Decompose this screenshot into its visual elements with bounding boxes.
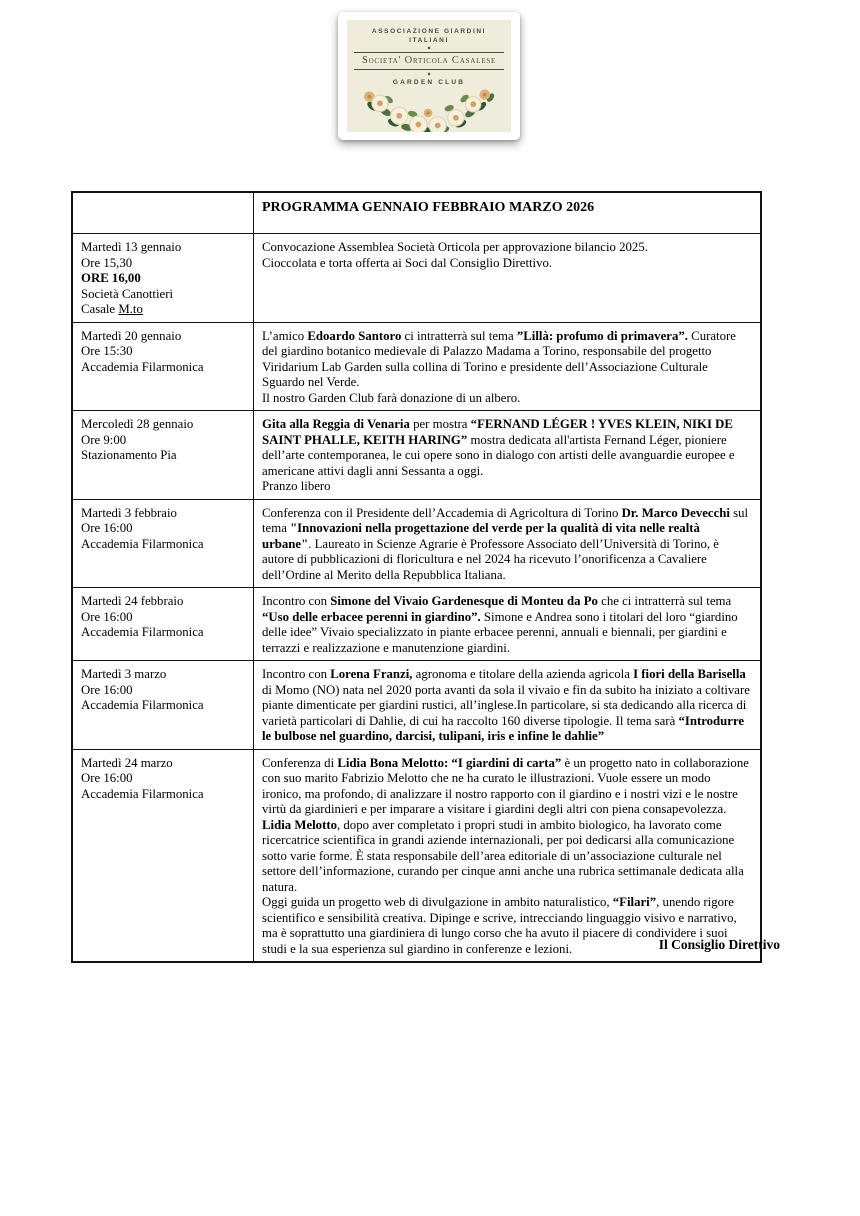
event-description-cell: [254, 749, 762, 962]
logo-card: [338, 12, 520, 140]
event-when-line: [81, 344, 245, 360]
text-segment: Accademia Filarmonica: [81, 625, 204, 639]
text-segment: Gita alla Reggia di Venaria: [262, 417, 410, 431]
event-when-line: [81, 625, 245, 641]
event-description-cell: [254, 234, 762, 323]
event-when-cell: [72, 588, 254, 661]
event-when-line: [81, 360, 245, 376]
event-when-line: [81, 417, 245, 433]
event-when-line: [81, 271, 245, 287]
text-segment: che ci intratterrà sul tema: [597, 594, 732, 608]
text-segment: Pranzo libero: [262, 479, 331, 493]
text-segment: Lidia Melotto: [262, 817, 337, 832]
text-segment: Incontro con: [262, 667, 331, 681]
event-when-cell: [72, 411, 254, 500]
event-when-line: [81, 506, 245, 522]
text-segment: , unendo rigore scientifico e sensibilità creativa. Dipinge e scrive, intrecciando linguaggio visivo e narrativo, ma è soprattutto una giardiniera di lungo corso che ha avuto il piacere di condividere i suoi studi e la sua esperienza sul giardino in conferenze e lezioni.: [262, 895, 737, 956]
event-row: [72, 661, 761, 750]
event-description-paragraph: [262, 391, 752, 407]
event-row: [72, 588, 761, 661]
event-when-line: [81, 433, 245, 449]
event-when-cell: [72, 234, 254, 323]
text-segment: Ore 16:00: [81, 682, 133, 697]
text-segment: “Uso delle erbacee perenni in giardino”.: [262, 609, 481, 624]
text-segment: Dr. Marco Devecchi: [621, 505, 730, 520]
event-when-line: [81, 521, 245, 537]
event-when-line: [81, 698, 245, 714]
text-segment: Società Canottieri: [81, 286, 174, 301]
text-segment: Ore 16:00: [81, 609, 133, 624]
text-segment: , dopo aver completato i propri studi in ambito biologico, ha lavorato come ricercatrice scientifica in grandi aziende internazionali, per poi dedicarsi alla comunicazione sotto varie forme. È stata responsabile dell’area editoriale di un’associazione culturale nel settore dell’informazione, curando per cinque anni anche una rubrica settimanale dedicata alla natura.: [262, 817, 744, 894]
event-row: [72, 234, 761, 323]
text-segment: Casale: [81, 302, 119, 316]
event-description-paragraph: [262, 594, 752, 656]
text-segment: Martedì 13 gennaio: [81, 240, 182, 254]
text-segment: Martedì 24 febbraio: [81, 594, 184, 608]
event-when-line: [81, 683, 245, 699]
text-segment: Ore 15:30: [81, 344, 133, 358]
event-description-paragraph: [262, 256, 752, 272]
text-segment: ORE 16,00: [81, 271, 141, 285]
text-segment: Ore 16:00: [81, 521, 133, 535]
text-segment: ”Lillà: profumo di primavera”.: [516, 328, 688, 343]
event-when-line: [81, 287, 245, 303]
text-segment: Lidia Bona Melotto: “I giardini di carta”: [337, 755, 562, 770]
text-segment: mostra dedicata all'artista Fernand Léger, pioniere dell’arte contemporanea, le cui opere sono in dialogo con artisti delle avanguardie europee e americane attivi dagli anni Sessanta a oggi.: [262, 432, 735, 478]
event-row: [72, 499, 761, 588]
text-segment: è un progetto nato in collaborazione con suo marito Fabrizio Melotto che ne ha curato le illustrazioni. Vuole essere un modo ironico, ma profondo, di analizzare il nostro rapporto con il giardino e i nostri vizi e le nostre virtù da giardinieri e per imparare a visitare i giardini degli altri con piena consapevolezza.: [262, 755, 749, 816]
text-segment: Stazionamento Pia: [81, 448, 177, 462]
text-segment: Edoardo Santoro: [307, 328, 402, 343]
text-segment: I fiori della Barisella: [633, 667, 746, 681]
event-description-paragraph: [262, 818, 752, 896]
text-segment: sul tema: [262, 505, 749, 535]
text-segment: “FERNAND LÉGER ! YVES KLEIN, NIKI DE SAINT PHALLE, KEITH HARING”: [262, 417, 733, 447]
event-description-paragraph: [262, 479, 752, 495]
event-when-line: [81, 771, 245, 787]
event-when-cell: [72, 749, 254, 962]
text-segment: Accademia Filarmonica: [81, 359, 204, 374]
text-segment: Simone del Vivaio Gardenesque di Monteu da Po: [330, 594, 598, 608]
event-description-paragraph: [262, 417, 752, 479]
text-segment: “Introdurre le bulbose nel guardino, darcisi, tulipani, iris e infine le dahlie”: [262, 713, 745, 743]
text-segment: L’amico: [262, 328, 308, 343]
text-segment: Cioccolata e torta offerta ai Soci dal Consiglio Direttivo.: [262, 255, 553, 270]
event-description-paragraph: [262, 756, 752, 818]
event-row: [72, 749, 761, 962]
text-segment: Simone e Andrea sono i titolari del loro “giardino delle idee” Vivaio specializzato in piante erbacee perenni, annuali e biennali, per giardini e terrazzi e realizzazione e manutenzione giardini.: [262, 609, 738, 655]
text-segment: . Laureato in Scienze Agrarie è Professore Associato dell’Università di Torino, è autore di pubblicazioni di floricultura e nel 2024 ha ricevuto l’onorificenza a Cavaliere dell’Ordine al Merito della Repubblica Italiana.: [262, 536, 719, 582]
program-title: PROGRAMMA GENNAIO FEBBRAIO MARZO 2026: [254, 192, 762, 234]
event-when-line: [81, 448, 245, 464]
text-segment: Martedì 3 marzo: [81, 667, 167, 681]
text-segment: Accademia Filarmonica: [81, 698, 204, 712]
event-description-cell: [254, 322, 762, 411]
program-table: [71, 191, 762, 963]
event-description-paragraph: [262, 240, 752, 256]
event-when-line: [81, 240, 245, 256]
event-when-cell: [72, 661, 254, 750]
event-when-cell: [72, 322, 254, 411]
text-segment: Convocazione Assemblea Società Orticola per approvazione bilancio 2025.: [262, 240, 648, 254]
event-when-line: [81, 594, 245, 610]
text-segment: Martedì 3 febbraio: [81, 505, 177, 520]
event-description-paragraph: [262, 506, 752, 584]
text-segment: "Innovazioni nella progettazione del verde per la qualità di vita nelle realtà urbane": [262, 521, 700, 551]
text-segment: di Momo (NO) nata nel 2020 porta avanti da sola il vivaio e fin da subito ha iniziato a coltivare piante dimenticate per giardini rustici, all’inglese.In particolare, si sta dedicando alla ricerca di varietà particolari di Dahlie, di cui ha raccolto 160 diverse tipologie. Il tema sarà: [262, 682, 750, 728]
society-title: Societa' Orticola Casalese: [354, 52, 504, 70]
text-segment: Il nostro Garden Club farà donazione di un albero.: [262, 390, 521, 405]
text-segment: Curatore del giardino botanico medievale di Palazzo Madama a Torino, responsabile del progetto Viridarium Lab Garden sulla collina di Torino e presidente dell’Associazione Culturale Sguardo nel Verde.: [262, 328, 736, 389]
event-when-line: [81, 667, 245, 683]
flower-garland-image: [354, 87, 504, 132]
text-segment: Accademia Filarmonica: [81, 536, 204, 551]
text-segment: Martedì 24 marzo: [81, 755, 173, 770]
event-description-cell: [254, 411, 762, 500]
text-segment: Conferenza con il Presidente dell’Accademia di Agricoltura di Torino: [262, 505, 622, 520]
event-row: [72, 411, 761, 500]
diamond-ornament: ◆: [427, 71, 431, 76]
text-segment: Ore 15,30: [81, 255, 133, 270]
event-when-line: [81, 256, 245, 272]
text-segment: Incontro con: [262, 594, 331, 608]
table-header-row: [72, 192, 761, 234]
event-when-line: [81, 610, 245, 626]
text-segment: Ore 16:00: [81, 771, 133, 785]
text-segment: Martedì 20 gennaio: [81, 328, 182, 343]
text-segment: agronoma e titolare della azienda agricola: [412, 667, 634, 681]
logo-inner-panel: [347, 20, 511, 132]
text-segment: “Filari”: [612, 895, 657, 909]
event-when-line: [81, 302, 245, 318]
event-when-line: [81, 329, 245, 345]
footer-signature: Il Consiglio Direttivo: [658, 937, 780, 952]
diamond-ornament: ◆: [427, 45, 431, 50]
event-description-cell: [254, 588, 762, 661]
event-when-line: [81, 537, 245, 553]
event-when-cell: [72, 499, 254, 588]
text-segment: Conferenza di: [262, 755, 338, 770]
event-when-line: [81, 787, 245, 803]
event-description-paragraph: [262, 329, 752, 391]
text-segment: Lorena Franzi,: [330, 667, 413, 681]
text-segment: Mercoledì 28 gennaio: [81, 417, 194, 431]
event-description-cell: [254, 499, 762, 588]
text-segment: per mostra: [409, 417, 471, 431]
association-name-line1: ASSOCIAZIONE GIARDINI: [371, 28, 487, 35]
event-row: [72, 322, 761, 411]
program-table-body: [72, 192, 761, 962]
text-segment: M.to: [118, 302, 143, 316]
association-name-line2: ITALIANI: [409, 37, 449, 44]
event-when-line: [81, 756, 245, 772]
header-empty-cell: [72, 192, 254, 234]
event-description-cell: [254, 661, 762, 750]
text-segment: ci intratterrà sul tema: [401, 328, 517, 343]
garden-club-label: GARDEN CLUB: [392, 79, 466, 86]
text-segment: Ore 9:00: [81, 432, 127, 447]
text-segment: Oggi guida un progetto web di divulgazione in ambito naturalistico,: [262, 895, 613, 909]
text-segment: Accademia Filarmonica: [81, 786, 204, 801]
event-description-paragraph: [262, 667, 752, 745]
